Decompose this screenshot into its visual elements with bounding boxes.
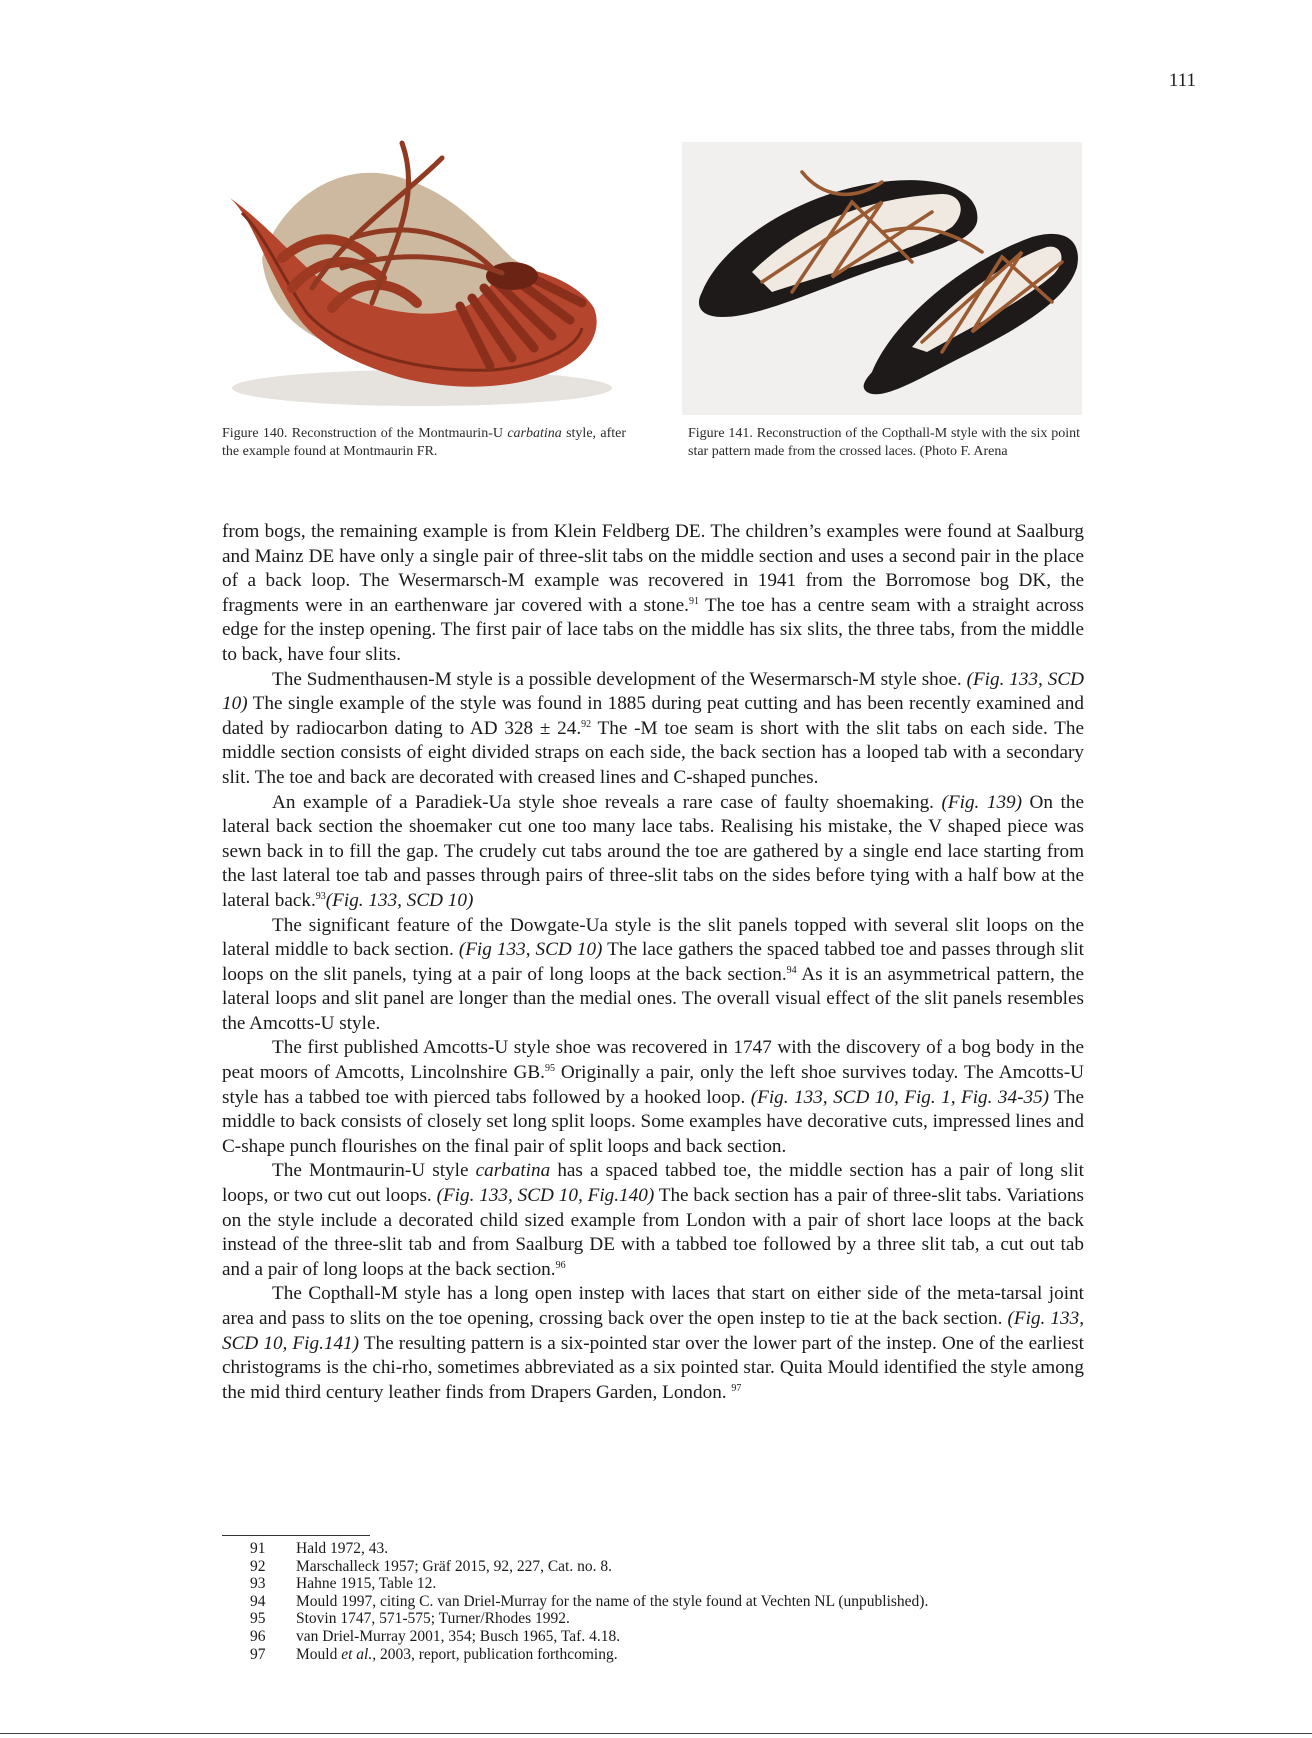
footnote-ref[interactable]: 97 [731, 1382, 742, 1394]
text: has a spaced tabbed toe, the middle section has a pair of long slit loops, or two cut out loops. [222, 1160, 1084, 1207]
figure-140-image [222, 138, 626, 420]
italic-term: carbatina [475, 1160, 551, 1182]
figure-ref: (Fig. 133, SCD 10, Fig. 1, Fig. 34-35) [750, 1086, 1050, 1108]
footnote [250, 1558, 1080, 1576]
caption-text: Figure 140. Reconstruction of the Montmaurin-U [222, 426, 508, 441]
footnote-number: 92 [250, 1557, 266, 1575]
page-number: 111 [1168, 70, 1196, 91]
footnote [250, 1593, 1080, 1611]
caption-text: style, after the example found at Montmaurin FR. [222, 426, 627, 459]
text: The resulting pattern is a six-pointed star over the lower part of the instep. One of the earliest christograms is the chi-rho, sometimes abbreviated as a six pointed star. Quita Mould identified the style among the mid third century leather finds from Drapers Garden, London. [222, 1332, 1084, 1403]
body-text [222, 520, 1084, 1405]
footnote-number: 97 [250, 1645, 266, 1663]
copthall-shoes-illustration [682, 142, 1082, 415]
footnote-ref[interactable]: 96 [555, 1259, 566, 1271]
footnote-ref[interactable]: 94 [786, 964, 797, 976]
footnote-ref[interactable]: 95 [544, 1063, 555, 1075]
figure-140-caption [222, 425, 626, 461]
footnote-text: Mould 1997, citing C. van Driel-Murray for the name of the style found at Vechten NL (unpublished). [296, 1592, 929, 1610]
figure-ref: (Fig. 133, SCD 10) [325, 889, 474, 911]
footnote-text: Hahne 1915, Table 12. [296, 1575, 437, 1593]
footnote-italic: et al., [341, 1645, 377, 1663]
text: The significant feature of the Dowgate-Ua style is the slit panels topped with several slit loops on the lateral middle to back section. [222, 914, 1084, 961]
text: The -M toe seam is short with the slit tabs on each side. The middle section consists of eight divided straps on each side, the back section has a looped tab with a secondary slit. The toe and back are decorated with creased lines and C-shaped punches. [222, 717, 1084, 788]
paragraph-4 [222, 914, 1084, 1037]
figure-ref: (Fig. 133, SCD 10, Fig.141) [222, 1308, 1084, 1354]
footnote-ref[interactable]: 93 [315, 890, 326, 902]
paragraph-6 [222, 1159, 1084, 1282]
paragraph-5 [222, 1036, 1084, 1159]
text: from bogs, the remaining example is from Klein Feldberg DE. The children’s examples were found at Saalburg and Mainz DE have only a single pair of three-slit tabs on the middle section and uses a second pair in the place of a back loop. The Wesermarsch-M example was recovered in 1941 from the Borromose bog DK, the fragments were in an earthenware jar covered with a stone. [222, 521, 1084, 616]
footnote-number: 96 [250, 1627, 266, 1645]
text: The middle to back consists of closely set long split loops. Some examples have decorative cuts, impressed lines and C-shape punch flourishes on the final pair of split loops and back section. [222, 1086, 1085, 1157]
caption-italic: carbatina [507, 426, 562, 441]
paragraph-2 [222, 668, 1084, 791]
paragraph-7 [222, 1282, 1084, 1405]
paragraph-1 [222, 520, 1084, 668]
text: Originally a pair, only the left shoe survives today. The Amcotts-U style has a tabbed toe with pierced tabs followed by a hooked loop. [222, 1062, 1084, 1108]
text: The Sudmenthausen-M style is a possible development of the Wesermarsch-M style shoe. [272, 668, 967, 690]
text: The single example of the style was found in 1885 during peat cutting and has been recently examined and dated by radiocarbon dating to AD 328 ± 24. [222, 693, 1084, 739]
footnote-text: Mould [296, 1645, 342, 1663]
footnote-text: van Driel-Murray 2001, 354; Busch 1965, Taf. 4.18. [296, 1627, 621, 1645]
text: The Copthall-M style has a long open instep with laces that start on either side of the meta-tarsal joint area and pass to slits on the toe opening, crossing back over the open instep to tie at the back section. [222, 1283, 1084, 1329]
footnote-number: 91 [250, 1540, 266, 1557]
text: As it is an asymmetrical pattern, the lateral loops and slit panel are longer than the medial ones. The overall visual effect of the slit panels resembles the Amcotts-U style. [222, 963, 1085, 1034]
footnote-number: 93 [250, 1575, 266, 1593]
footnote-divider [222, 1535, 370, 1536]
footnotes-list [250, 1540, 1080, 1663]
footnote [250, 1540, 1080, 1558]
footnote-text: Marschalleck 1957; Gräf 2015, 92, 227, Cat. no. 8. [296, 1557, 612, 1575]
footnote-ref[interactable]: 92 [581, 718, 592, 730]
figure-141-caption: Figure 141. Reconstruction of the Copthall-M style with the six point star pattern made from the crossed laces. (Photo F. Arena [688, 426, 1080, 459]
footnote-text: Hald 1972, 43. [296, 1540, 389, 1557]
text: The back section has a pair of three-slit tabs. Variations on the style include a decorated child sized example from London with a pair of short lace loops at the back instead of the three-slit tab and from Saalburg DE with a tabbed toe followed by a three slit tab, a cut out tab and a pair of long loops at the back section. [222, 1185, 1084, 1280]
figure-141-image [682, 142, 1082, 415]
text: The Montmaurin-U style [272, 1160, 476, 1182]
footnote-number: 94 [250, 1592, 266, 1610]
carbatina-shoe-illustration [222, 138, 626, 420]
text: An example of a Paradiek-Ua style shoe reveals a rare case of faulty shoemaking. [272, 791, 942, 813]
footnote [250, 1575, 1080, 1593]
footnote-ref[interactable]: 91 [688, 595, 699, 607]
footnote-number: 95 [250, 1610, 266, 1628]
text: The toe has a centre seam with a straight across edge for the instep opening. The first pair of lace tabs on the middle has six slits, the three tabs, from the middle to back, have four slits. [222, 594, 1085, 665]
footnote [250, 1646, 1080, 1664]
page-bottom-border [0, 1733, 1312, 1734]
footnote-text: Stovin 1747, 571-575; Turner/Rhodes 1992. [296, 1610, 570, 1628]
text: The first published Amcotts-U style shoe was recovered in 1747 with the discovery of a bog body in the peat moors of Amcotts, Lincolnshire GB. [222, 1037, 1084, 1084]
figure-ref: (Fig 133, SCD 10) [458, 939, 603, 961]
text: On the lateral back section the shoemaker cut one too many lace tabs. Realising his mistake, the V shaped piece was sewn back in to fill the gap. The crudely cut tabs around the toe are gathered by a single end lace starting from the last lateral toe tab and passes through pairs of three-slit tabs on the sides before tying with a half bow at the lateral back. [222, 791, 1084, 911]
paragraph-3 [222, 791, 1084, 914]
footnote [250, 1628, 1080, 1646]
figure-ref: (Fig. 133, SCD 10, Fig.140) [436, 1185, 655, 1207]
footnote [250, 1610, 1080, 1628]
figure-ref: (Fig. 139) [941, 791, 1023, 813]
text: The lace gathers the spaced tabbed toe and passes through slit loops on the slit panels, tying at a pair of long loops at the back section. [222, 939, 1084, 985]
footnote-text: 2003, report, publication forthcoming. [376, 1645, 618, 1663]
figure-ref: (Fig. 133, SCD 10) [222, 668, 1084, 715]
